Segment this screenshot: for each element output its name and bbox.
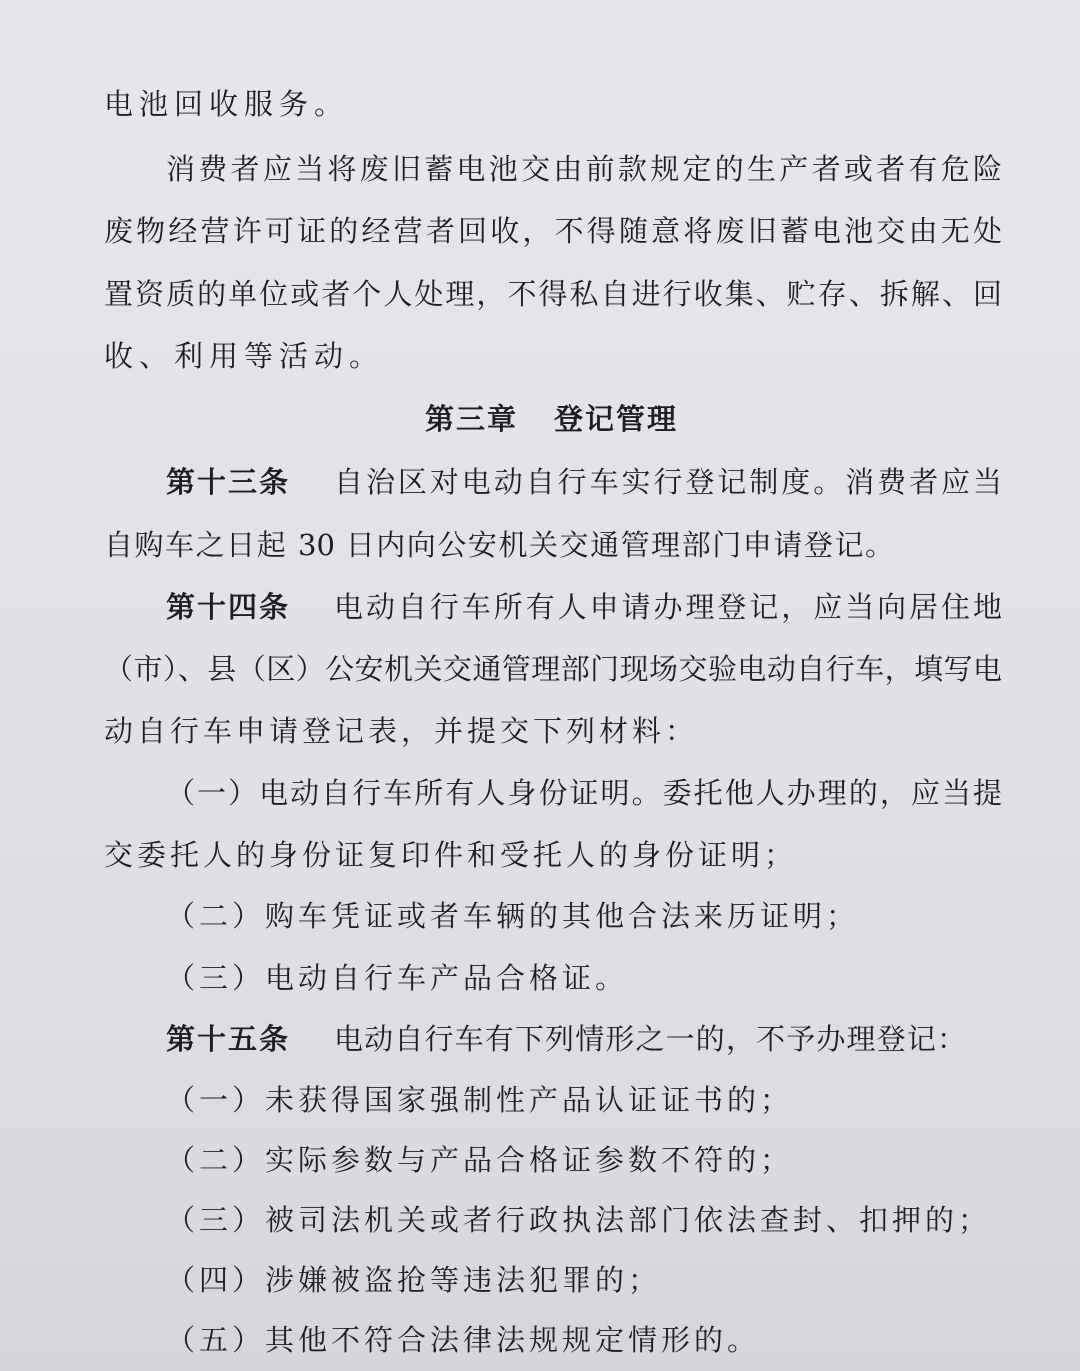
article-number: 第十五条 bbox=[166, 1022, 291, 1056]
paragraph-line: 收、利用等活动。 bbox=[104, 339, 385, 373]
article-15-line-1 bbox=[166, 1021, 966, 1057]
paragraph-line: 电池回收服务。 bbox=[104, 87, 350, 121]
list-item: （二）购车凭证或者车辆的其他合法来历证明； bbox=[166, 899, 860, 933]
chapter-number: 第三章 bbox=[425, 402, 519, 436]
list-item-continued: 交委托人的身份证复印件和受托人的身份证明； bbox=[104, 838, 798, 872]
article-text: 电动自行车有下列情形之一的，不予办理登记： bbox=[334, 1022, 966, 1056]
list-item: （四）涉嫌被盗抢等违法犯罪的； bbox=[166, 1263, 662, 1297]
chapter-heading bbox=[425, 401, 678, 437]
paragraph-line: 置资质的单位或者个人处理，不得私自进行收集、贮存、拆解、回 bbox=[104, 277, 1002, 311]
paragraph-line: 废物经营许可证的经营者回收，不得随意将废旧蓄电池交由无处 bbox=[104, 214, 1002, 248]
list-item: （三）电动自行车产品合格证。 bbox=[166, 961, 629, 995]
article-13-line-1 bbox=[166, 464, 1002, 500]
article-number: 第十四条 bbox=[166, 590, 291, 624]
article-text: 电动自行车所有人申请办理登记，应当向居住地 bbox=[334, 590, 1002, 624]
article-14-line-1 bbox=[166, 589, 1002, 625]
chapter-title: 登记管理 bbox=[554, 402, 679, 436]
paragraph-line: （市）、县（区）公安机关交通管理部门现场交验电动自行车，填写电 bbox=[104, 652, 1002, 686]
list-item: （二）实际参数与产品合格证参数不符的； bbox=[166, 1143, 794, 1177]
article-text: 自治区对电动自行车实行登记制度。消费者应当 bbox=[334, 465, 1002, 499]
list-item: （一）未获得国家强制性产品认证证书的； bbox=[166, 1083, 794, 1117]
list-item: （一）电动自行车所有人身份证明。委托他人办理的，应当提 bbox=[166, 776, 1002, 810]
list-item: （三）被司法机关或者行政执法部门依法查封、扣押的； bbox=[166, 1203, 992, 1237]
paragraph-line: 动自行车申请登记表，并提交下列材料： bbox=[104, 714, 699, 748]
article-number: 第十三条 bbox=[166, 465, 291, 499]
paragraph-line: 消费者应当将废旧蓄电池交由前款规定的生产者或者有危险 bbox=[166, 152, 1002, 186]
paragraph-line: 自购车之日起 30 日内向公安机关交通管理部门申请登记。 bbox=[104, 528, 894, 562]
list-item: （五）其他不符合法律法规规定情形的。 bbox=[166, 1323, 761, 1357]
